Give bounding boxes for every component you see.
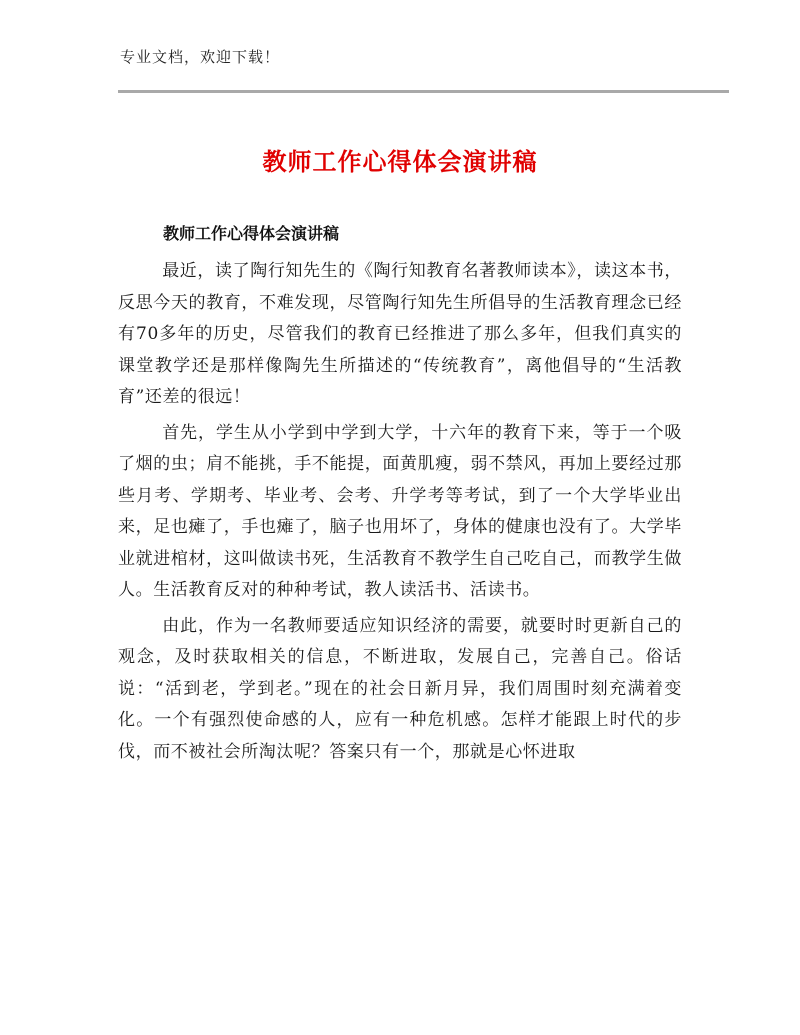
paragraph-2: 首先，学生从小学到中学到大学，十六年的教育下来，等于一个吸了烟的虫；肩不能挑，手不能提，面黄肌瘦，弱不禁风，再加上要经过那些月考、学期考、毕业考、会考、升学考等考试，到了一个大学毕业出来，足也瘫了，手也瘫了，脑子也用坏了，身体的健康也没有了。大学毕业就进棺材，这叫做读书死，生活教育不教学生自己吃自己，而教学生做人。生活教育反对的种种考试，教人读活书、活读书。 <box>118 422 682 600</box>
document-title: 教师工作心得体会演讲稿 <box>262 148 538 176</box>
header-divider <box>118 90 729 93</box>
header-note: 专业文档，欢迎下载！ <box>120 48 281 66</box>
document-body <box>118 256 682 772</box>
paragraph-1: 最近，读了陶行知先生的《陶行知教育名著教师读本》，读这本书，反思今天的教育，不难发现，尽管陶行知先生所倡导的生活教育理念已经有70多年的历史，尽管我们的教育已经推进了那么多年，但我们真实的课堂教学还是那样像陶先生所描述的“传统教育”，离他倡导的“生活教育”还差的很远！ <box>118 261 682 407</box>
paragraph-3: 由此，作为一名教师要适应知识经济的需要，就要时时更新自己的观念，及时获取相关的信息，不断进取，发展自己，完善自己。俗话说：“活到老，学到老。”现在的社会日新月异，我们周围时刻充满着变化。一个有强烈使命感的人，应有一种危机感。怎样才能跟上时代的步伐，而不被社会所淘汰呢？答案只有一个，那就是心怀进取 <box>118 615 682 762</box>
document-subtitle: 教师工作心得体会演讲稿 <box>163 224 340 243</box>
